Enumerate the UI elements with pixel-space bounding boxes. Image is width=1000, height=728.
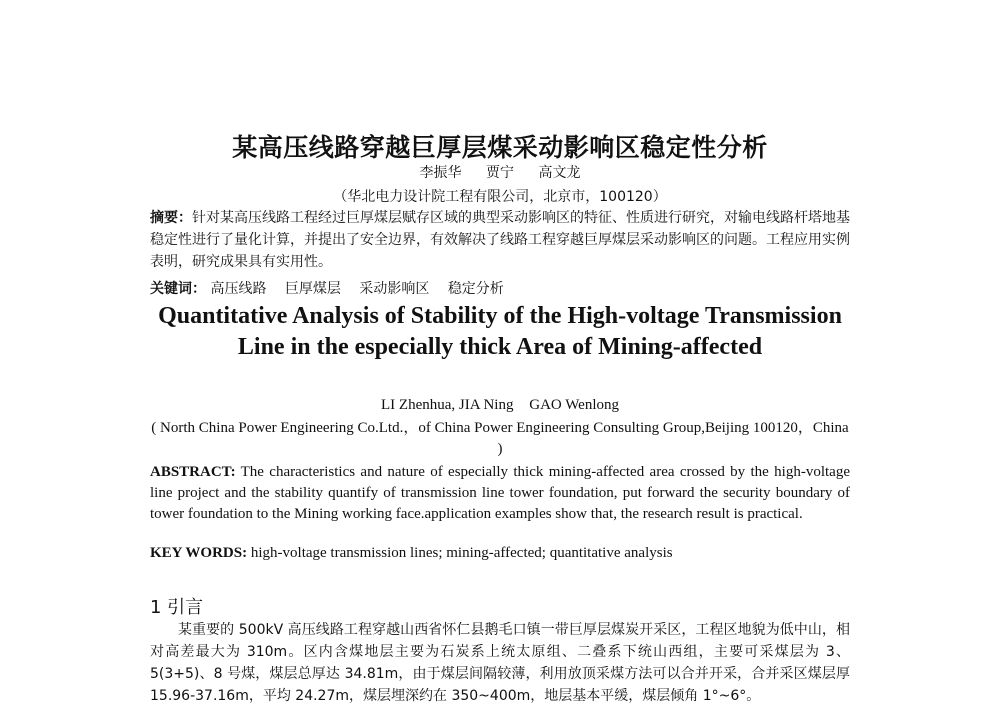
english-keywords xyxy=(150,545,850,562)
english-abstract-label: ABSTRACT: xyxy=(150,464,236,480)
author-name: 高文龙 xyxy=(538,165,581,181)
chinese-affiliation: （华北电力设计院工程有限公司，北京市，100120） xyxy=(333,189,667,205)
chinese-title: 某高压线路穿越巨厚层煤采动影响区稳定性分析 xyxy=(232,133,768,162)
english-keywords-text: high-voltage transmission lines; mining-affected; quantitative analysis xyxy=(247,545,673,561)
chinese-abstract xyxy=(150,207,850,273)
keyword: 高压线路 xyxy=(210,281,267,297)
english-authors xyxy=(0,397,1000,414)
author-name: 贾宁 xyxy=(486,165,514,181)
paragraph: 某重要的 500kV 高压线路工程穿越山西省怀仁县鹅毛口镇一带巨厚层煤炭开采区，工程区地貌为低中山，相对高差最大为 310m。区内含煤地层主要为石炭系上统太原组、二叠系下统山西组，主要可采煤层为 3、5(3+5)、8 号煤，煤层总厚达 34.81m，由于煤层间隔较薄，利用放顶采煤方法可以合并开采，合并采区煤层厚 15.96-37.16m，平均 24.27m，煤层埋深约在 350~400m，地层基本平缓，煤层倾角 1°~6°。 xyxy=(150,622,850,704)
chinese-authors xyxy=(0,162,1000,182)
author-name: GAO Wenlong xyxy=(529,397,619,413)
english-keywords-label: KEY WORDS: xyxy=(150,545,248,561)
chinese-keywords xyxy=(150,278,850,298)
english-affiliation: ( North China Power Engineering Co.Ltd.，of China Power Engineering Consulting Group,Beijing 100120，China ) xyxy=(151,420,849,457)
keyword: 稳定分析 xyxy=(447,281,504,297)
author-name: 李振华 xyxy=(419,165,462,181)
section-heading: 1 引言 xyxy=(150,597,204,618)
keyword: 采动影响区 xyxy=(359,281,430,297)
chinese-abstract-label: 摘要： xyxy=(150,210,192,226)
chinese-abstract-text: 针对某高压线路工程经过巨厚煤层赋存区域的典型采动影响区的特征、性质进行研究，对输电线路杆塔地基稳定性进行了量化计算，并提出了安全边界，有效解决了线路工程穿越巨厚煤层采动影响区的问题。工程应用实例表明，研究成果具有实用性。 xyxy=(150,210,850,270)
english-abstract-text: The characteristics and nature of especially thick mining-affected area crossed by the high-voltage line project and the stability quantify of transmission line tower foundation, put forward the security boundary of tower foundation to the Mining working face.application examples show that, the research result is practical. xyxy=(150,464,850,522)
chinese-keywords-label: 关键词： xyxy=(150,281,206,297)
keyword: 巨厚煤层 xyxy=(284,281,341,297)
body-text xyxy=(150,619,850,707)
english-title: Quantitative Analysis of Stability of the High-voltage Transmission Line in the especially thick Area of Mining-affected xyxy=(158,303,842,360)
english-abstract xyxy=(150,462,850,525)
author-name: LI Zhenhua, JIA Ning xyxy=(381,397,514,413)
